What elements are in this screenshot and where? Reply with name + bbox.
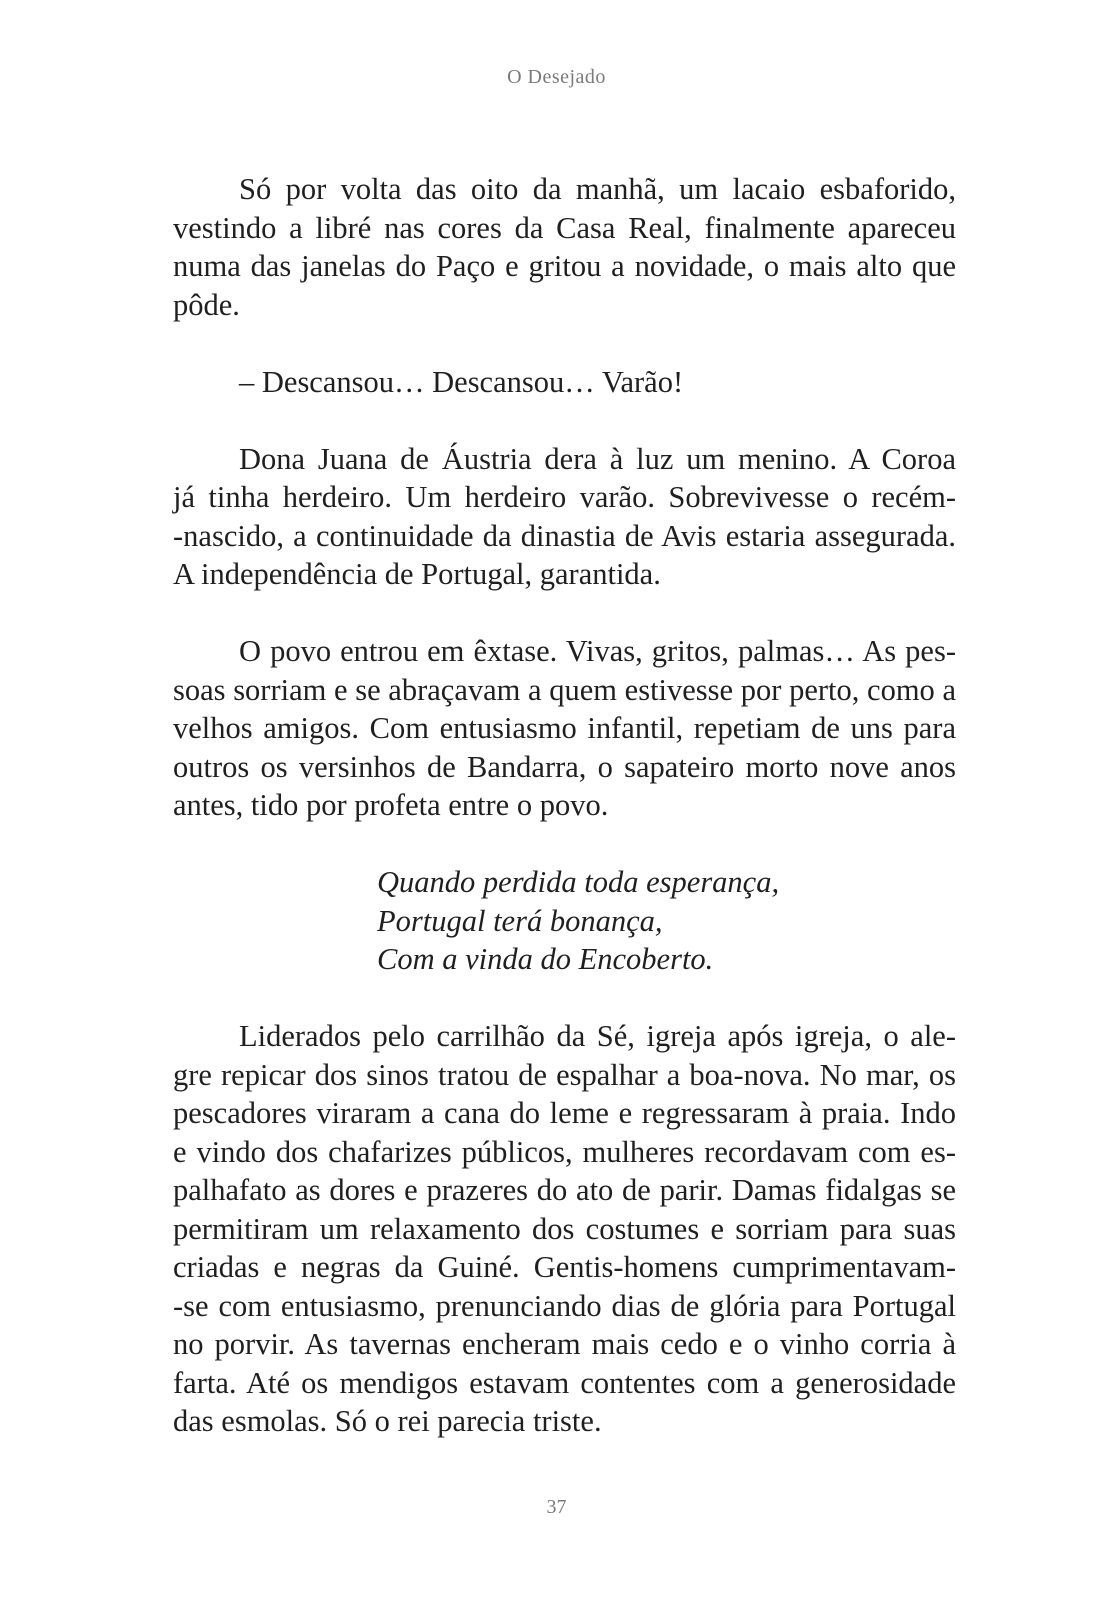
- verse-line: Quando perdida toda esperança,: [377, 865, 780, 899]
- text-line: no porvir. As tavernas encheram mais cedo e o vinho corria à: [173, 1327, 956, 1361]
- dialogue-line: – Descansou… Descansou… Varão!: [239, 364, 684, 399]
- text-line: Dona Juana de Áustria dera à luz um menino. A Coroa: [239, 441, 956, 476]
- paragraph-3: [173, 632, 956, 825]
- text-line: vestindo a libré nas cores da Casa Real, finalmente apareceu: [173, 210, 956, 245]
- running-title: O Desejado: [507, 66, 606, 88]
- text-line: outros os versinhos de Bandarra, o sapateiro morto nove anos: [173, 749, 956, 784]
- text-line: A independência de Portugal, garantida.: [173, 557, 661, 591]
- paragraph-dialogue: [173, 363, 956, 402]
- text-line: pescadores viraram a cana do leme e regressaram à praia. Indo: [173, 1096, 956, 1130]
- text-line: -nascido, a continuidade da dinastia de Avis estaria assegurada.: [173, 518, 956, 553]
- text-line: numa das janelas do Paço e gritou a novidade, o mais alto que: [173, 249, 956, 283]
- paragraph-1: [173, 170, 956, 324]
- text-line: já tinha herdeiro. Um herdeiro varão. Sobrevivesse o recém-: [173, 480, 956, 514]
- verse-quote: [173, 863, 956, 979]
- paragraph-4: [173, 1017, 956, 1441]
- text-line: e vindo dos chafarizes públicos, mulheres recordavam com es-: [173, 1134, 956, 1169]
- text-line: Liderados pelo carrilhão da Sé, igreja após igreja, o ale-: [239, 1019, 956, 1053]
- text-line: O povo entrou em êxtase. Vivas, gritos, palmas… As pes-: [239, 634, 956, 668]
- body-text: [173, 170, 956, 1479]
- text-line: antes, tido por profeta entre o povo.: [173, 788, 609, 822]
- text-line: criadas e negras da Guiné. Gentis-homens cumprimentavam-: [173, 1250, 956, 1284]
- text-line: permitiram um relaxamento dos costumes e sorriam para suas: [173, 1211, 956, 1246]
- verse-line: Com a vinda do Encoberto.: [377, 942, 714, 976]
- text-line: palhafato as dores e prazeres do ato de parir. Damas fidalgas se: [173, 1173, 956, 1207]
- text-line: soas sorriam e se abraçavam a quem estivesse por perto, como a: [173, 672, 956, 707]
- verse-line: Portugal terá bonança,: [377, 903, 663, 938]
- text-line: das esmolas. Só o rei parecia triste.: [173, 1404, 602, 1438]
- text-line: -se com entusiasmo, prenunciando dias de glória para Portugal: [173, 1288, 956, 1323]
- text-line: pôde.: [173, 287, 240, 322]
- page-number: 37: [546, 1496, 567, 1518]
- text-line: farta. Até os mendigos estavam contentes com a generosidade: [173, 1365, 956, 1400]
- text-line: velhos amigos. Com entusiasmo infantil, repetiam de uns para: [173, 711, 956, 745]
- text-line: gre repicar dos sinos tratou de espalhar a boa-nova. No mar, os: [173, 1057, 956, 1092]
- paragraph-2: [173, 440, 956, 594]
- text-line: Só por volta das oito da manhã, um lacaio esbaforido,: [239, 172, 956, 206]
